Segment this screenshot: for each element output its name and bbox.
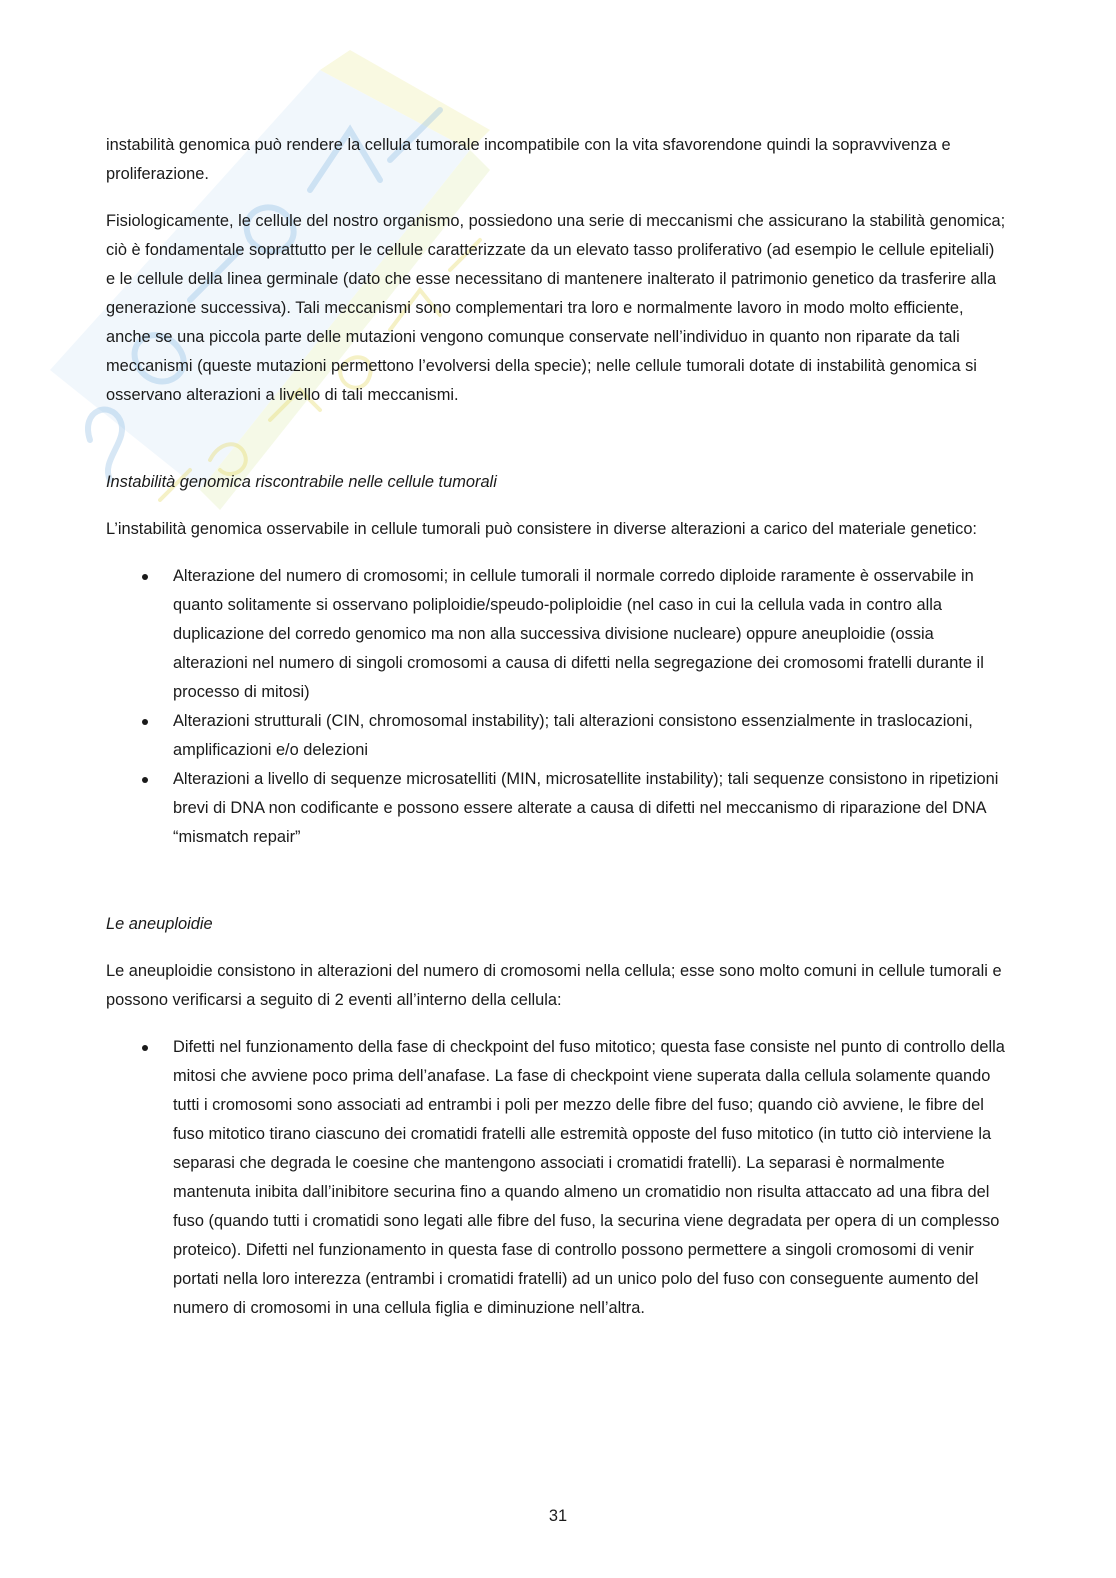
list-item: Alterazioni a livello di sequenze microsatelliti (MIN, microsatellite instability); tali sequenze consistono in ripetizioni brevi di DNA non codificante e possono essere alterate a causa di difetti nel meccanismo di riparazione del DNA “mismatch repair” bbox=[106, 765, 1006, 852]
bullet-list-alterations bbox=[106, 562, 1006, 852]
paragraph-physiology: Fisiologicamente, le cellule del nostro organismo, possiedono una serie di meccanismi che assicurano la stabilità genomica; ciò è fondamentale soprattutto per le cellule caratterizzate da un elevato tasso proliferativo (ad esempio le cellule epiteliali) e le cellule della linea germinale (dato che esse necessitano di mantenere inalterato il patrimonio genetico da trasferire alla generazione successiva). Tali meccanismi sono complementari tra loro e normalmente lavoro in modo molto efficiente, anche se una piccola parte delle mutazioni vengono comunque conservate nell’individuo in quanto non riparate da tali meccanismi (queste mutazioni permettono l’evolversi della specie); nelle cellule tumorali dotate di instabilità genomica si osservano alterazioni a livello di tali meccanismi. bbox=[106, 212, 1006, 404]
section-heading-genomic-instability: Instabilità genomica riscontrabile nelle cellule tumorali bbox=[106, 473, 497, 491]
list-item: Alterazioni strutturali (CIN, chromosomal instability); tali alterazioni consistono essenzialmente in traslocazioni, amplificazioni e/o delezioni bbox=[106, 707, 1006, 765]
bullet-list-aneuploidy-events bbox=[106, 1033, 1006, 1323]
list-item: Alterazione del numero di cromosomi; in cellule tumorali il normale corredo diploide raramente è osservabile in quanto solitamente si osservano poliploidie/speudo-poliploidie (nel caso in cui la cellula vada in contro alla duplicazione del corredo genomico ma non alla successiva divisione nucleare) oppure aneuploidie (ossia alterazioni nel numero di singoli cromosomi a causa di difetti nella segregazione dei cromosomi fratelli durante il processo di mitosi) bbox=[106, 562, 1006, 707]
paragraph-genomic-instability-intro: L’instabilità genomica osservabile in cellule tumorali può consistere in diverse alterazioni a carico del materiale genetico: bbox=[106, 520, 977, 538]
paragraph-intro-continuation: instabilità genomica può rendere la cellula tumorale incompatibile con la vita sfavorendone quindi la sopravvivenza e proliferazione. bbox=[106, 136, 951, 183]
list-item: Difetti nel funzionamento della fase di checkpoint del fuso mitotico; questa fase consiste nel punto di controllo della mitosi che avviene poco prima dell’anafase. La fase di checkpoint viene superata dalla cellula solamente quando tutti i cromosomi sono associati ad entrambi i poli per mezzo delle fibre del fuso; quando ciò avviene, le fibre del fuso mitotico tirano ciascuno dei cromatidi fratelli alle estremità opposte del fuso mitotico (in tutto ciò interviene la separasi che degrada le coesine che mantengono associati i cromatidi fratelli). La separasi è normalmente mantenuta inibita dall’inibitore securina fino a quando almeno un cromatidio non risulta attaccato ad una fibra del fuso (quando tutti i cromatidi sono legati alle fibre del fuso, la securina viene degradata per opera di un complesso proteico). Difetti nel funzionamento in questa fase di controllo possono permettere a singoli cromosomi di venir portati nella loro interezza (entrambi i cromatidi fratelli) ad un unico polo del fuso con conseguente aumento del numero di cromosomi in una cellula figlia e diminuzione nell’altra. bbox=[106, 1033, 1006, 1323]
paragraph-aneuploidies-intro: Le aneuploidie consistono in alterazioni del numero di cromosomi nella cellula; esse sono molto comuni in cellule tumorali e possono verificarsi a seguito di 2 eventi all’interno della cellula: bbox=[106, 962, 1002, 1009]
document-body bbox=[106, 131, 1006, 1323]
section-heading-aneuploidies: Le aneuploidie bbox=[106, 915, 213, 933]
page-number: 31 bbox=[548, 1507, 568, 1525]
